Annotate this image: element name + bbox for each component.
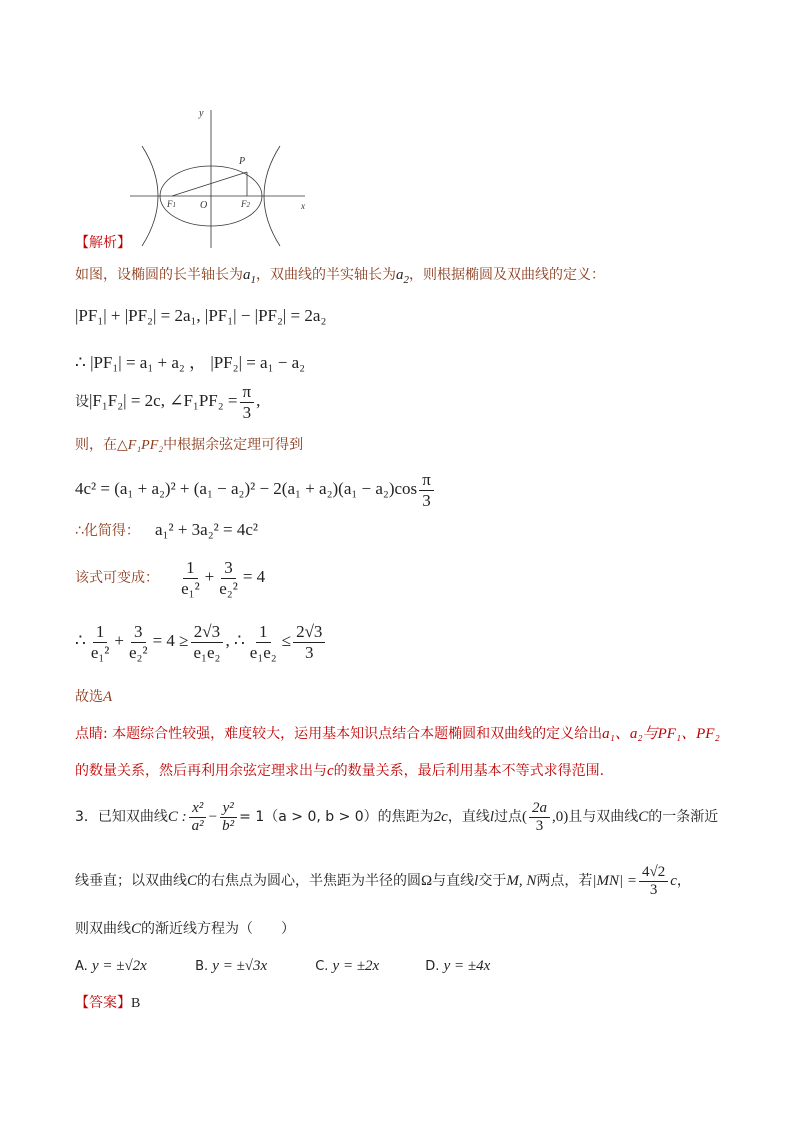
frac-num: 2√3	[293, 622, 325, 643]
q3-perp-text: 且与双曲线	[568, 809, 639, 826]
triangle-label: △F₁PF₂	[117, 438, 164, 453]
eq3-prefix: 设	[75, 393, 89, 410]
q3-asym-text: 的一条渐近	[648, 809, 719, 826]
q3-l2-text-e: 两点，若	[536, 873, 593, 890]
segment-pf1	[172, 172, 247, 196]
simplify-line	[75, 520, 258, 540]
q3-l2-text-f: ，	[676, 873, 691, 890]
comment-line-2	[75, 760, 604, 780]
frac-den: e₁e₂	[249, 642, 277, 662]
frac-num: 3	[221, 558, 236, 579]
fraction-pi-over-3-b	[419, 470, 434, 510]
frac-num: 3	[131, 622, 146, 643]
q3-eq: = 1（a > 0, b > 0）的焦距为	[239, 809, 434, 826]
eq3-body: |F₁F₂| = 2c, ∠F₁PF₂ =	[89, 390, 238, 410]
q3-omega: Ω	[421, 873, 433, 890]
options-row	[75, 955, 530, 975]
comment-text-1: 本题综合性较强，难度较大，运用基本知识点结合本题椭圆和双曲线的定义给出	[107, 726, 603, 742]
frac-den: e₁²	[181, 578, 200, 598]
frac-num: π	[240, 382, 255, 403]
q3-l3-text-a: 则双曲线	[75, 921, 131, 937]
option-expr: y = ±√3x	[212, 958, 268, 974]
transform-line	[75, 558, 265, 598]
option-expr: y = ±2x	[332, 958, 380, 974]
frac-den: e₂²	[219, 578, 238, 598]
eq4-body: 4c² = (a₁ + a₂)² + (a₁ − a₂)² − 2(a₁ + a₂)(a₁ − a₂)cos	[75, 478, 418, 498]
q3-mn-abs: |MN| =	[592, 873, 637, 890]
q3-l2-text-c: 与直线	[432, 873, 475, 890]
equation-definitions: |PF₁| + |PF₂| = 2a₁, |PF₁| − |PF₂| = 2a₂	[75, 306, 327, 325]
frac-den: e₁²	[90, 642, 110, 662]
option-label: A.	[75, 959, 88, 974]
transform-suffix: = 4	[242, 566, 266, 586]
option-d[interactable]	[425, 958, 530, 975]
equation-focal-angle	[75, 382, 260, 422]
intro-text-1: 如图，设椭圆的长半轴长为	[75, 267, 243, 283]
analysis-header: 【解析】	[75, 235, 131, 251]
therefore-symbol: ∴	[75, 630, 86, 650]
comment-var-c: c	[327, 763, 334, 779]
comment-vars: a₁、a₂与PF₁、PF₂	[602, 726, 720, 742]
option-label: D.	[425, 959, 440, 974]
question-3-line-2	[75, 864, 691, 900]
transform-expr: $\frac{1}{\text{e₁²}}$ + $\frac{3}{\text{e₂²}}$ = 4	[176, 567, 265, 586]
q3-line-text: ，直线	[447, 809, 490, 826]
then-text: 则，在	[75, 437, 117, 453]
frac-num: 2√3	[191, 622, 223, 643]
simplify-prefix: ∴化简得：	[75, 523, 140, 539]
frac-den: 3	[305, 642, 314, 662]
option-a[interactable]	[75, 958, 190, 975]
q3-l2-text-a: 线垂直；以双曲线	[75, 873, 187, 890]
simplify-expr: a₁² + 3a₂² = 4c²	[155, 520, 258, 539]
choose-letter: A	[103, 689, 113, 705]
q3-curve-c: C	[638, 809, 649, 826]
q3-curve-c: C	[131, 921, 142, 937]
comment-label: 点睛:	[75, 726, 108, 742]
frac-num: 2a	[529, 800, 550, 818]
q3-line-l: l	[489, 809, 495, 826]
q3-line-l: l	[474, 873, 479, 890]
frac-num: 1	[93, 622, 108, 643]
q3-points: M, N	[506, 873, 537, 890]
var-a2: $a_2$	[396, 267, 409, 286]
q3-l2-text-b: 的右焦点为圆心，半焦距为半径的圆	[197, 873, 422, 890]
inequality-line: ∴ $\frac{1}{\text{e₁²}}$ + $\frac{3}{\text{e₂²}}$ = 4 ≥ $\frac{2√3}{\text{e₁e₂}}$ , ∴ $\frac{1}{\text{e₁e₂}}$ ≤ $\frac{2√3}{3}$	[75, 622, 327, 662]
frac-den: b²	[222, 818, 235, 835]
ineq-tail: , ∴	[225, 630, 245, 650]
equation-cosine-law	[75, 470, 436, 510]
ineq-mid: = 4 ≥	[152, 630, 189, 650]
y-axis-label: y	[199, 108, 204, 119]
option-b[interactable]	[195, 958, 310, 975]
q3-pass-text: 过点	[494, 809, 523, 826]
question-3-line-3	[75, 918, 295, 938]
option-expr: y = ±√2x	[91, 958, 147, 974]
option-label: C.	[315, 959, 329, 974]
frac-den: 3	[422, 490, 431, 510]
option-label: B.	[195, 959, 209, 974]
frac-den: 3	[535, 818, 544, 835]
frac-num: 1	[256, 622, 271, 643]
q3-zero: ,0	[552, 809, 564, 826]
option-expr: y = ±4x	[443, 958, 491, 974]
f2-label: F2	[241, 199, 250, 209]
frac-num: 1	[183, 558, 198, 579]
le-symbol: ≤	[281, 630, 292, 650]
o-label: O	[200, 200, 208, 211]
choose-text: 故选	[75, 689, 103, 705]
intro-text-2: ，双曲线的半实轴长为	[256, 267, 396, 283]
q3-curve-c: C	[187, 873, 198, 890]
frac-den: 3	[649, 882, 658, 899]
q3-curve-name: C :	[167, 809, 187, 826]
frac-den: 3	[242, 402, 252, 422]
ellipse-hyperbola-figure	[120, 100, 320, 250]
frac-den: e₁e₂	[193, 642, 221, 662]
analysis-intro	[75, 264, 605, 286]
frac-den: a²	[191, 818, 204, 835]
then-text-2: 中根据余弦定理可得到	[163, 437, 304, 453]
intro-text-3: ，则根据椭圆及双曲线的定义：	[409, 267, 605, 283]
frac-den: e₂²	[129, 642, 148, 662]
var-a1: $a_1$	[243, 267, 256, 286]
choose-line	[75, 686, 112, 706]
option-c[interactable]	[315, 958, 420, 975]
answer-label: 【答案】	[75, 995, 131, 1011]
equation-pf-values: ∴ |PF₁| = a₁ + a₂ ， |PF₂| = a₁ − a₂	[75, 353, 306, 372]
q3-c: c	[670, 873, 677, 890]
q3-l3-text-b: 的渐近线方程为（ ）	[141, 921, 296, 937]
frac-num: x²	[189, 800, 206, 818]
comment-line-1	[75, 722, 720, 743]
question-3-line-1: 3．已知双曲线C : $\frac{\text{x²}}{\text{a²}}$ − $\frac{\text{y²}}{\text{b²}}$ = 1（a > 0, b > 0）的焦距为2c，直线l过点( $\frac{2a}{3}$ ,0)且与双曲线C的一条渐近	[75, 800, 719, 835]
transform-prefix: 该式可变成：	[75, 569, 159, 586]
frac-num: π	[419, 470, 434, 491]
fraction-pi-over-3	[240, 382, 255, 422]
q3-l2-text-d: 交于	[478, 873, 507, 890]
comment-text-2: 的数量关系，然后再利用余弦定理求出与	[75, 763, 327, 779]
frac-num: 4√2	[639, 864, 668, 882]
eq3-suffix: ,	[256, 390, 261, 410]
f1-label: F1	[167, 199, 176, 209]
answer-line	[75, 992, 140, 1012]
frac-num: y²	[220, 800, 237, 818]
answer-value: B	[131, 996, 141, 1011]
cosine-law-intro	[75, 434, 303, 454]
comment-text-3: 的数量关系，最后利用基本不等式求得范围.	[333, 763, 605, 779]
q3-number: 3．已知双曲线	[75, 809, 168, 826]
q3-focal: 2c	[433, 809, 448, 826]
p-label: P	[239, 156, 246, 167]
x-axis-label: x	[301, 201, 305, 211]
